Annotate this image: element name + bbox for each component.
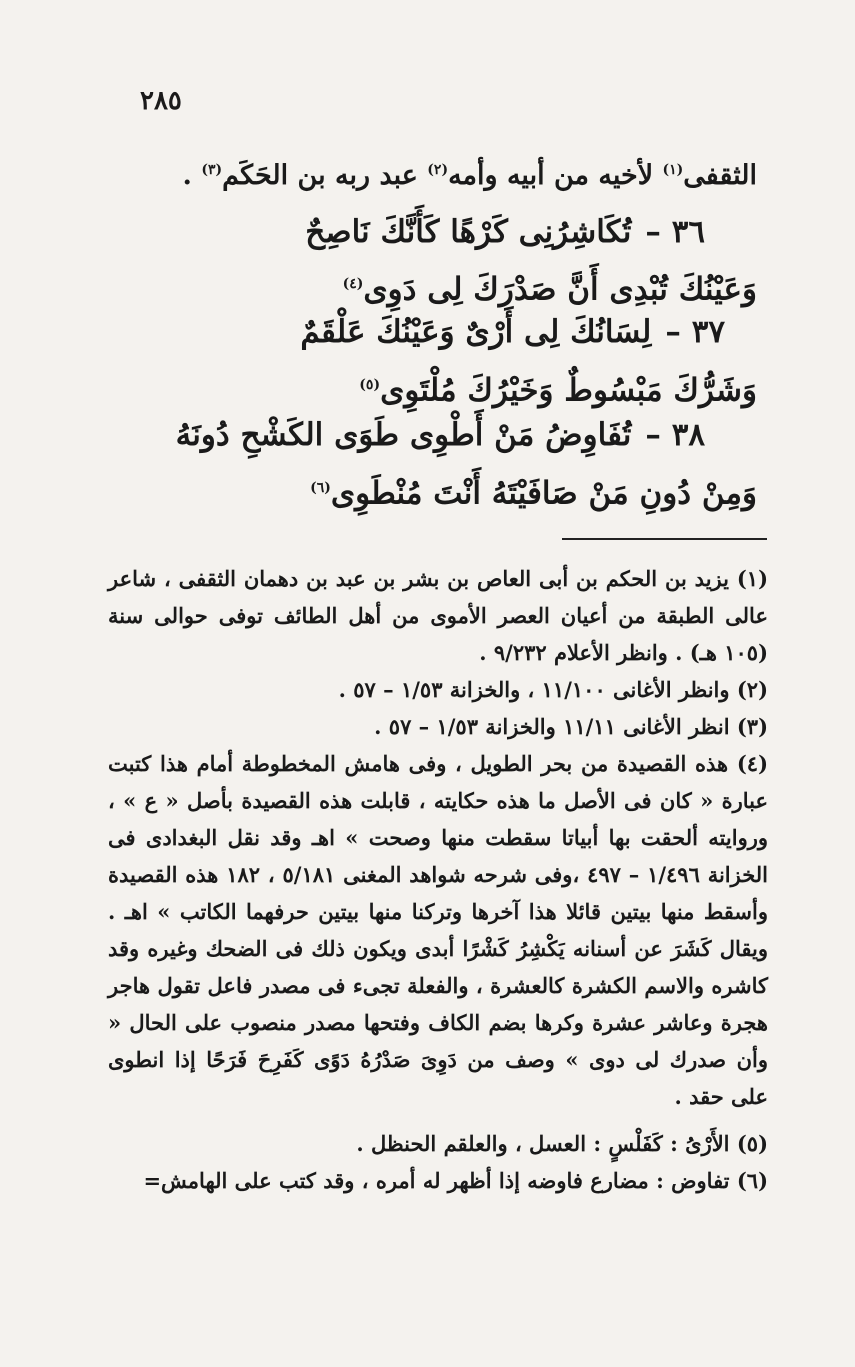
verse-number: ٣٧ –	[665, 314, 725, 350]
footnote-4: (٤) هذه القصيدة من بحر الطويل ، وفى هامش المخطوطة أمام هذا كتبت عبارة « كان فى الأصل ما هذه حكايته ، قابلت هذه القصيدة بأصل « ع » ، وروايته ألحقت بها أبياتا سقطت منها وصحت » اهـ وقد نقل البغدادى فى الخزانة ١/٤٩٦ – ٤٩٧ ،وفى شرحه شواهد المغنى ٥/١٨١ ، ١٨٢ هذه القصيدة وأسقط منها بيتين قائلا هذا آخرها وتركنا منها بيتين حرفهما الكاتب » اهـ . ويقال كَشَرَ عن أسنانه يَكْشِرُ كَشْرًا أبدى ويكون ذلك فى الضحك وغيره وقد كاشره والاسم الكشرة كالعشرة ، والفعلة تجىء فى مصدر فاعل تقول هاجر هجرة وعاشر عشرة وكرها بضم الكاف وفتحها مصدر منصوب على الحال « وأن صدرك لى دوى » وصف من دَوِىَ صَدْرُهُ دَوًى كَفَرِحَ فَرَحًا إذا انطوى على حقد .	[108, 751, 769, 1109]
intro-text-a: الثقفى	[683, 160, 757, 191]
footnote-2: (٢) وانظر الأغانى ١١/١٠٠ ، والخزانة ١/٥٣ – ٥٧ .	[338, 677, 768, 702]
footnote-6: (٦) تفاوض : مضارع فاوضه إذا أظهر له أمره ، وقد كتب على الهامش=	[143, 1168, 768, 1193]
verse-37-first-hemistich	[300, 310, 725, 354]
footnotes-section	[108, 560, 768, 1199]
intro-line	[117, 150, 757, 196]
verse-37-second-hemistich	[359, 363, 757, 412]
footnote-1: (١) يزيد بن الحكم بن أبى العاص بن بشر بن عبد بن دهمان الثقفى ، شاعر عالى الطبقة من أعيان العصر الأموى من أهل الطائف توفى حوالى سنة (١٠٥ هـ) . وانظر الأعلام ٩/٢٣٢ .	[108, 566, 768, 665]
intro-ref-a: (١)	[662, 162, 684, 178]
intro-text-b: لأخيه من أبيه وأمه	[448, 160, 663, 191]
verse-text: وَشَرُّكَ مَبْسُوطٌ وَخَيْرُكَ مُلْتَوِى	[380, 372, 757, 409]
verse-36-first-hemistich	[305, 210, 705, 254]
intro-ref-b: (٢)	[427, 162, 449, 178]
footnote-ref: (٦)	[310, 480, 331, 496]
verse-number: ٣٦ –	[645, 214, 705, 250]
footnote-3: (٣) انظر الأغانى ١١/١١ والخزانة ١/٥٣ – ٥٧ .	[374, 714, 768, 739]
footnote-ref: (٤)	[342, 276, 364, 292]
footnote-divider	[562, 538, 767, 540]
verse-text: وَمِنْ دُونِ مَنْ صَافَيْتَهُ أَنْتَ مُنْطَوِى	[330, 475, 757, 512]
footnote-ref: (٥)	[359, 377, 381, 393]
intro-text-d: .	[182, 160, 202, 191]
verse-text: وَعَيْنُكَ تُبْدِى أَنَّ صَدْرَكَ لِى دَوِى	[363, 271, 757, 308]
verse-38-first-hemistich	[176, 413, 705, 457]
verse-text: تُكَاشِرُنِى كَرْهًا كَأَنَّكَ نَاصِحٌ	[305, 214, 632, 250]
verse-36-second-hemistich	[343, 262, 757, 311]
intro-text-c: عبد ربه بن الحَكَم	[222, 160, 428, 191]
verse-text: لِسَانُكَ لِى أَرْىٌ وَعَيْنُكَ عَلْقَمٌ	[300, 314, 652, 350]
page-number: ٢٨٥	[140, 86, 182, 116]
footnote-5: (٥) الأَرْىُ : كَفَلْسٍ : العسل ، والعلقم الحنظل .	[356, 1131, 768, 1156]
verse-number: ٣٨ –	[645, 417, 705, 453]
intro-ref-c: (٣)	[201, 162, 223, 178]
verse-38-second-hemistich	[310, 466, 757, 515]
verse-text: تُفَاوِضُ مَنْ أَطْوِى طَوَى الكَشْحِ دُونَهُ	[175, 417, 632, 453]
